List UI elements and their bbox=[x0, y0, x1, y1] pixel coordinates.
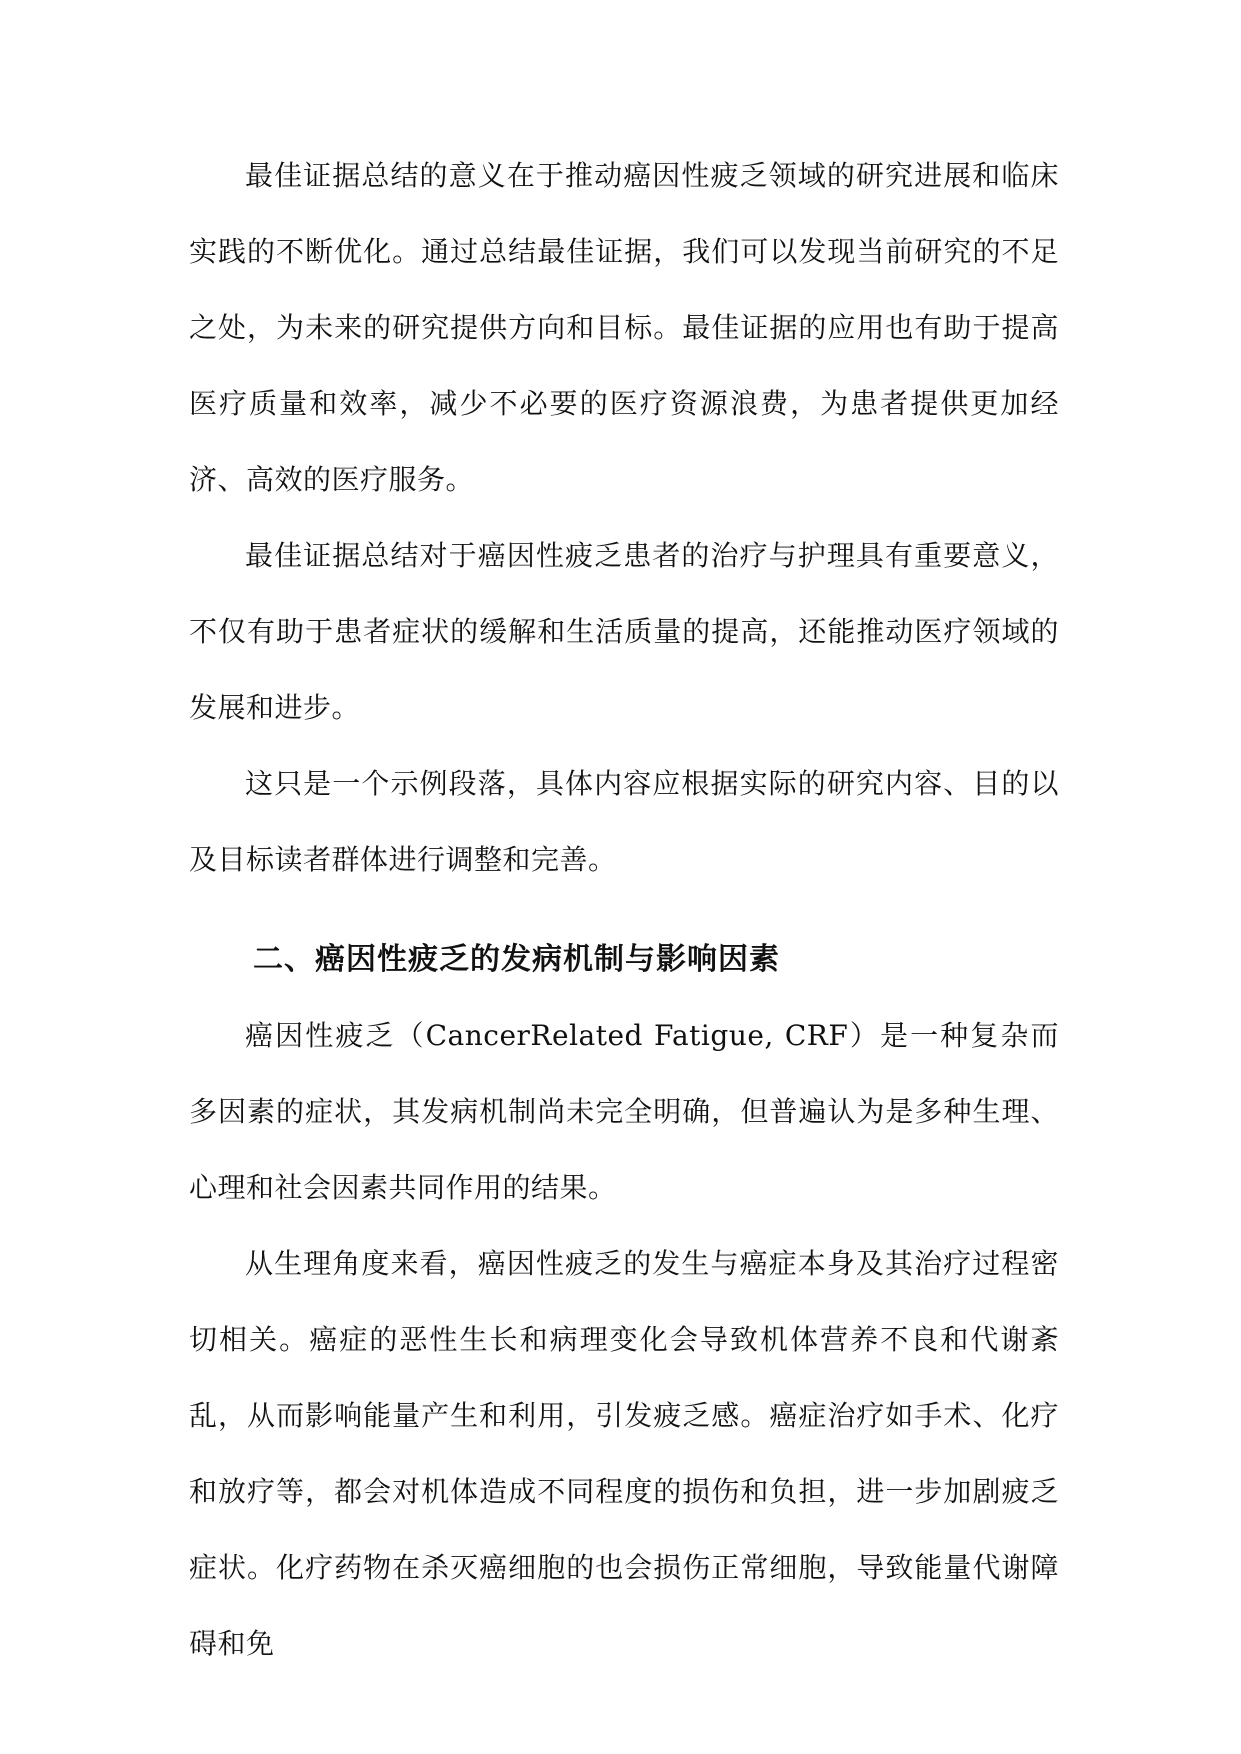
paragraph-evidence-importance: 最佳证据总结对于癌因性疲乏患者的治疗与护理具有重要意义，不仅有助于患者症状的缓解和生活质量的提高，还能推动医疗领域的发展和进步。 bbox=[189, 539, 1059, 724]
paragraph-evidence-significance: 最佳证据总结的意义在于推动癌因性疲乏领域的研究进展和临床实践的不断优化。通过总结最佳证据，我们可以发现当前研究的不足之处，为未来的研究提供方向和目标。最佳证据的应用也有助于提高医疗质量和效率，减少不必要的医疗资源浪费，为患者提供更加经济、高效的医疗服务。 bbox=[189, 159, 1059, 496]
paragraph-crf-definition: 癌因性疲乏（CancerRelated Fatigue, CRF）是一种复杂而多因素的症状，其发病机制尚未完全明确，但普遍认为是多种生理、心理和社会因素共同作用的结果。 bbox=[189, 1019, 1059, 1204]
paragraph-sample-note: 这只是一个示例段落，具体内容应根据实际的研究内容、目的以及目标读者群体进行调整和完善。 bbox=[189, 767, 1059, 876]
paragraph-physiological-factors: 从生理角度来看，癌因性疲乏的发生与癌症本身及其治疗过程密切相关。癌症的恶性生长和病理变化会导致机体营养不良和代谢紊乱，从而影响能量产生和利用，引发疲乏感。癌症治疗如手术、化疗和放疗等，都会对机体造成不同程度的损伤和负担，进一步加剧疲乏症状。化疗药物在杀灭癌细胞的也会损伤正常细胞，导致能量代谢障碍和免 bbox=[189, 1247, 1059, 1660]
section-heading: 二、癌因性疲乏的发病机制与影响因素 bbox=[253, 942, 780, 977]
document-body bbox=[189, 138, 1059, 1682]
